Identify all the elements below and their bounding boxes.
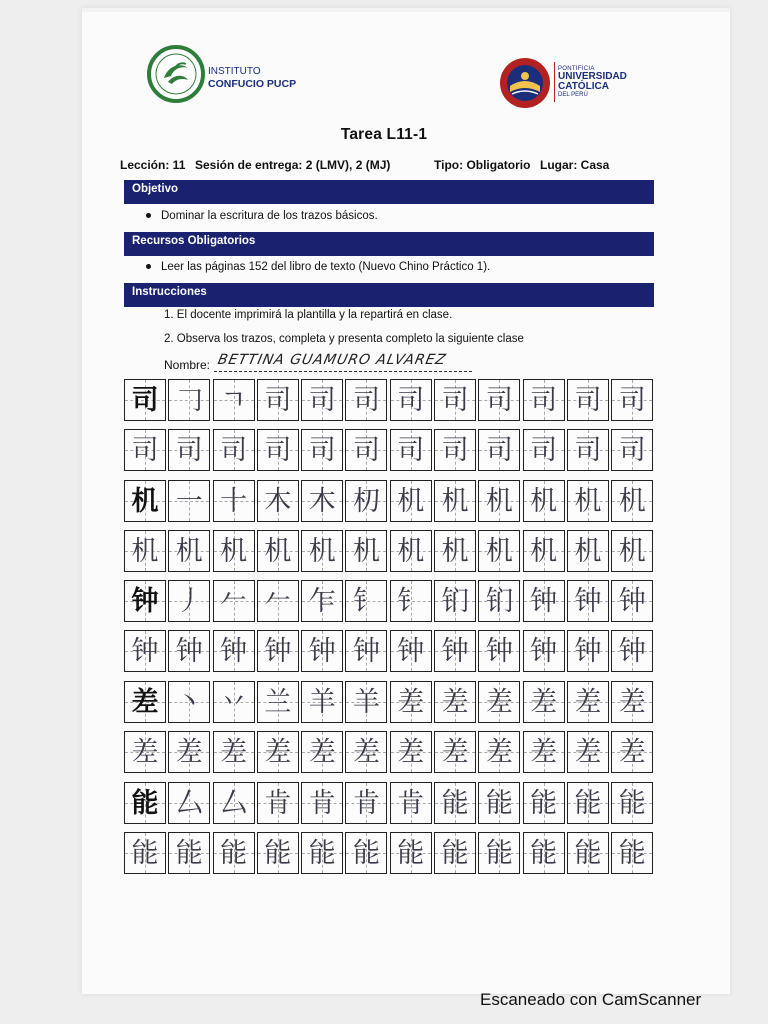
character: 差 (618, 736, 646, 768)
character: 钟 (574, 635, 602, 667)
practice-cell (301, 832, 343, 874)
practice-cell (168, 480, 210, 522)
practice-cell (345, 379, 387, 421)
character: 司 (530, 384, 558, 416)
character: 司 (308, 434, 336, 466)
character: 厶 (220, 787, 248, 819)
character: 钔 (485, 585, 513, 617)
character: 丶 (175, 686, 203, 718)
grid-row (124, 681, 656, 723)
grid-row (124, 731, 656, 773)
practice-cell (257, 480, 299, 522)
character: 差 (220, 736, 248, 768)
practice-cell (168, 630, 210, 672)
practice-cell (434, 782, 476, 824)
practice-cell (257, 530, 299, 572)
practice-cell (523, 731, 565, 773)
meta-lugar: Lugar: Casa (540, 158, 610, 172)
practice-cell (168, 530, 210, 572)
character: 𠂉 (264, 585, 292, 617)
character: 能 (397, 837, 425, 869)
practice-cell (257, 379, 299, 421)
character: 肯 (264, 787, 292, 819)
practice-cell (478, 480, 520, 522)
character: 机 (530, 535, 558, 567)
character: 能 (618, 837, 646, 869)
character: 能 (485, 787, 513, 819)
practice-cell (567, 580, 609, 622)
model-character-cell (124, 580, 166, 622)
model-character-cell (124, 681, 166, 723)
recursos-item (146, 261, 490, 273)
scanner-watermark: Escaneado con CamScanner (480, 990, 702, 1009)
character: 能 (308, 837, 336, 869)
practice-cell (611, 782, 653, 824)
character: 司 (352, 384, 380, 416)
practice-cell (168, 379, 210, 421)
practice-cell (257, 681, 299, 723)
character: 差 (441, 736, 469, 768)
character: 差 (397, 686, 425, 718)
character: 机 (485, 535, 513, 567)
character: 机 (530, 485, 558, 517)
character: 钟 (308, 635, 336, 667)
character: 差 (352, 736, 380, 768)
model-character-cell (124, 379, 166, 421)
practice-cell (567, 379, 609, 421)
practice-cell (345, 429, 387, 471)
pucp-logo-text (558, 66, 627, 98)
character: 机 (352, 535, 380, 567)
character: 能 (530, 837, 558, 869)
practice-cell (390, 832, 432, 874)
practice-cell (213, 782, 255, 824)
practice-cell (168, 782, 210, 824)
character: 机 (485, 485, 513, 517)
character: 司 (485, 384, 513, 416)
character: 钟 (264, 635, 292, 667)
character: 钟 (530, 585, 558, 617)
practice-cell (434, 681, 476, 723)
practice-cell (301, 379, 343, 421)
practice-cell (523, 429, 565, 471)
practice-cell (345, 832, 387, 874)
practice-cell (124, 731, 166, 773)
practice-cell (523, 832, 565, 874)
character: 机 (264, 535, 292, 567)
grid-row (124, 379, 656, 421)
character: 钟 (618, 585, 646, 617)
practice-cell (567, 782, 609, 824)
character: 司 (618, 434, 646, 466)
practice-cell (345, 630, 387, 672)
practice-cell (168, 429, 210, 471)
practice-cell (301, 782, 343, 824)
character: 差 (574, 686, 602, 718)
character: 司 (397, 384, 425, 416)
character: 钔 (441, 585, 469, 617)
practice-cell (611, 731, 653, 773)
character: 十 (220, 485, 248, 517)
practice-cell (213, 429, 255, 471)
practice-cell (478, 832, 520, 874)
practice-cell (213, 379, 255, 421)
character: 差 (530, 686, 558, 718)
character: 肯 (397, 787, 425, 819)
character: 差 (175, 736, 203, 768)
practice-cell (478, 681, 520, 723)
practice-cell (301, 731, 343, 773)
bullet-icon (146, 213, 151, 218)
instruccion-2: 2. Observa los trazos, completa y presenta completo la siguiente clase (164, 333, 524, 345)
practice-cell (301, 530, 343, 572)
recursos-text: Leer las páginas 152 del libro de texto (Nuevo Chino Práctico 1). (161, 261, 491, 273)
character: 司 (131, 434, 159, 466)
character: 机 (220, 535, 248, 567)
character: 司 (574, 434, 602, 466)
practice-cell (213, 681, 255, 723)
character: 司 (397, 434, 425, 466)
grid-row (124, 429, 656, 471)
practice-cell (611, 429, 653, 471)
practice-cell (168, 832, 210, 874)
character: 羊 (308, 686, 336, 718)
practice-cell (478, 630, 520, 672)
practice-cell (434, 832, 476, 874)
character: 乍 (308, 585, 336, 617)
practice-cell (523, 480, 565, 522)
grid-row (124, 480, 656, 522)
practice-cell (345, 731, 387, 773)
practice-cell (434, 580, 476, 622)
character: 木 (308, 485, 336, 517)
practice-cell (301, 630, 343, 672)
character: 朷 (352, 485, 380, 517)
character: 钟 (131, 585, 159, 617)
practice-cell (611, 832, 653, 874)
section-header-objetivo: Objetivo (124, 180, 654, 204)
practice-cell (611, 580, 653, 622)
character: 钅 (397, 585, 425, 617)
confucio-logo-icon (146, 44, 206, 104)
practice-cell (213, 731, 255, 773)
practice-cell (434, 530, 476, 572)
practice-cell (345, 580, 387, 622)
practice-cell (213, 530, 255, 572)
character: 钟 (220, 635, 248, 667)
character: 机 (175, 535, 203, 567)
model-character-cell (124, 782, 166, 824)
character: 钟 (618, 635, 646, 667)
character: 能 (441, 787, 469, 819)
practice-cell (301, 681, 343, 723)
practice-cell (168, 580, 210, 622)
character: 差 (397, 736, 425, 768)
pucp-line3: CATÓLICA (558, 81, 609, 92)
practice-cell (124, 429, 166, 471)
nombre-handwritten-value: BETTINA GUAMURO ALVAREZ (216, 352, 448, 368)
section-header-recursos: Recursos Obligatorios (124, 232, 654, 256)
character: 机 (131, 535, 159, 567)
practice-cell (523, 530, 565, 572)
practice-cell (523, 681, 565, 723)
practice-cell (567, 480, 609, 522)
practice-cell (390, 580, 432, 622)
practice-cell (257, 429, 299, 471)
pucp-line1: PONTIFICIA (558, 66, 595, 72)
meta-sesion: Sesión de entrega: 2 (LMV), 2 (MJ) (195, 158, 391, 172)
character: 机 (441, 485, 469, 517)
bullet-icon (146, 264, 151, 269)
character: 司 (308, 384, 336, 416)
practice-cell (390, 782, 432, 824)
practice-cell (523, 379, 565, 421)
character: 差 (131, 686, 159, 718)
character: 能 (131, 837, 159, 869)
character: 肯 (308, 787, 336, 819)
character: 司 (352, 434, 380, 466)
character: 𠃌 (175, 384, 203, 416)
practice-cell (523, 630, 565, 672)
practice-cell (301, 429, 343, 471)
character: 机 (308, 535, 336, 567)
practice-cell (345, 530, 387, 572)
practice-cell (611, 681, 653, 723)
confucio-line2: CONFUCIO PUCP (208, 78, 297, 90)
character: 钟 (175, 635, 203, 667)
character: 司 (264, 384, 292, 416)
section-header-instrucciones: Instrucciones (124, 283, 654, 307)
character: 机 (574, 485, 602, 517)
character: 司 (441, 384, 469, 416)
character: 司 (220, 434, 248, 466)
character: 司 (131, 384, 159, 416)
character: 能 (485, 837, 513, 869)
character: 机 (397, 485, 425, 517)
practice-cell (611, 379, 653, 421)
practice-cell (257, 731, 299, 773)
practice-cell (124, 832, 166, 874)
meta-tipo: Tipo: Obligatorio (434, 158, 531, 172)
character: 厶 (175, 787, 203, 819)
pucp-line2: UNIVERSIDAD (558, 71, 627, 82)
character: 能 (441, 837, 469, 869)
instruccion-1: 1. El docente imprimirá la plantilla y la repartirá en clase. (164, 309, 453, 321)
practice-cell (611, 530, 653, 572)
character: 钟 (352, 635, 380, 667)
character: 差 (618, 686, 646, 718)
practice-cell (301, 580, 343, 622)
character: 钅 (352, 585, 380, 617)
character: 一 (175, 485, 203, 517)
grid-row (124, 530, 656, 572)
grid-row (124, 782, 656, 824)
character: 能 (574, 787, 602, 819)
character: 丿 (175, 585, 203, 617)
character: 钟 (530, 635, 558, 667)
practice-cell (257, 630, 299, 672)
nombre-underline (214, 371, 472, 373)
practice-cell (390, 429, 432, 471)
practice-cell (345, 480, 387, 522)
practice-cell (434, 731, 476, 773)
character: 差 (131, 736, 159, 768)
character: 钟 (131, 635, 159, 667)
character: 机 (618, 485, 646, 517)
practice-cell (567, 530, 609, 572)
character: 兰 (264, 686, 292, 718)
character: 能 (264, 837, 292, 869)
character: 差 (530, 736, 558, 768)
character: 羊 (352, 686, 380, 718)
practice-cell (168, 681, 210, 723)
practice-cell (611, 480, 653, 522)
practice-cell (390, 480, 432, 522)
character: 木 (264, 485, 292, 517)
meta-leccion: Lección: 11 (120, 158, 186, 172)
nombre-label: Nombre: (164, 358, 211, 372)
practice-cell (478, 782, 520, 824)
practice-cell (567, 731, 609, 773)
practice-cell (478, 379, 520, 421)
character: 能 (352, 837, 380, 869)
grid-row (124, 832, 656, 874)
practice-cell (124, 530, 166, 572)
character: 差 (485, 686, 513, 718)
practice-cell (345, 782, 387, 824)
practice-cell (390, 530, 432, 572)
practice-cell (478, 530, 520, 572)
practice-cell (213, 832, 255, 874)
practice-cell (478, 429, 520, 471)
pucp-seal-icon (498, 56, 552, 110)
grid-row (124, 630, 656, 672)
model-character-cell (124, 480, 166, 522)
practice-cell (301, 480, 343, 522)
objetivo-item (146, 210, 378, 222)
practice-cell (257, 580, 299, 622)
confucio-line1: INSTITUTO (208, 66, 261, 77)
character: 司 (618, 384, 646, 416)
character: 司 (485, 434, 513, 466)
practice-cell (434, 630, 476, 672)
practice-cell (434, 480, 476, 522)
scan-edge (82, 8, 730, 12)
character: 司 (530, 434, 558, 466)
character: 机 (397, 535, 425, 567)
character: 能 (175, 837, 203, 869)
practice-cell (523, 782, 565, 824)
character: 机 (441, 535, 469, 567)
character: 𠂉 (220, 585, 248, 617)
practice-cell (567, 630, 609, 672)
practice-cell (257, 782, 299, 824)
practice-cell (567, 832, 609, 874)
practice-cell (213, 480, 255, 522)
practice-cell (567, 429, 609, 471)
practice-cell (478, 731, 520, 773)
practice-cell (390, 681, 432, 723)
practice-cell (390, 379, 432, 421)
character: 机 (574, 535, 602, 567)
character: 差 (574, 736, 602, 768)
character: 司 (574, 384, 602, 416)
character: 司 (441, 434, 469, 466)
practice-cell (213, 580, 255, 622)
objetivo-text: Dominar la escritura de los trazos básicos. (161, 210, 378, 222)
character: 钟 (397, 635, 425, 667)
character: 司 (264, 434, 292, 466)
practice-cell (390, 731, 432, 773)
grid-row (124, 580, 656, 622)
character: 差 (264, 736, 292, 768)
character: 能 (574, 837, 602, 869)
character: 钟 (441, 635, 469, 667)
character: 钟 (485, 635, 513, 667)
character: 能 (131, 787, 159, 819)
page-title: Tarea L11-1 (340, 126, 428, 143)
practice-cell (345, 681, 387, 723)
character: 肯 (352, 787, 380, 819)
character: 丷 (220, 686, 248, 718)
character: 差 (485, 736, 513, 768)
practice-cell (434, 379, 476, 421)
practice-cell (213, 630, 255, 672)
pucp-line4: DEL PERÚ (558, 92, 588, 98)
character: 机 (618, 535, 646, 567)
practice-cell (611, 630, 653, 672)
confucio-logo-text (208, 66, 296, 90)
character: 差 (308, 736, 336, 768)
character: 机 (131, 485, 159, 517)
pucp-divider (554, 62, 555, 102)
practice-cell (478, 580, 520, 622)
practice-cell (390, 630, 432, 672)
practice-cell (434, 429, 476, 471)
character: 能 (530, 787, 558, 819)
character: 能 (220, 837, 248, 869)
character: 司 (175, 434, 203, 466)
character: ㄱ (220, 384, 247, 416)
character: 能 (618, 787, 646, 819)
practice-cell (124, 630, 166, 672)
practice-cell (523, 580, 565, 622)
character: 差 (441, 686, 469, 718)
practice-cell (168, 731, 210, 773)
character: 钟 (574, 585, 602, 617)
practice-cell (257, 832, 299, 874)
practice-cell (567, 681, 609, 723)
